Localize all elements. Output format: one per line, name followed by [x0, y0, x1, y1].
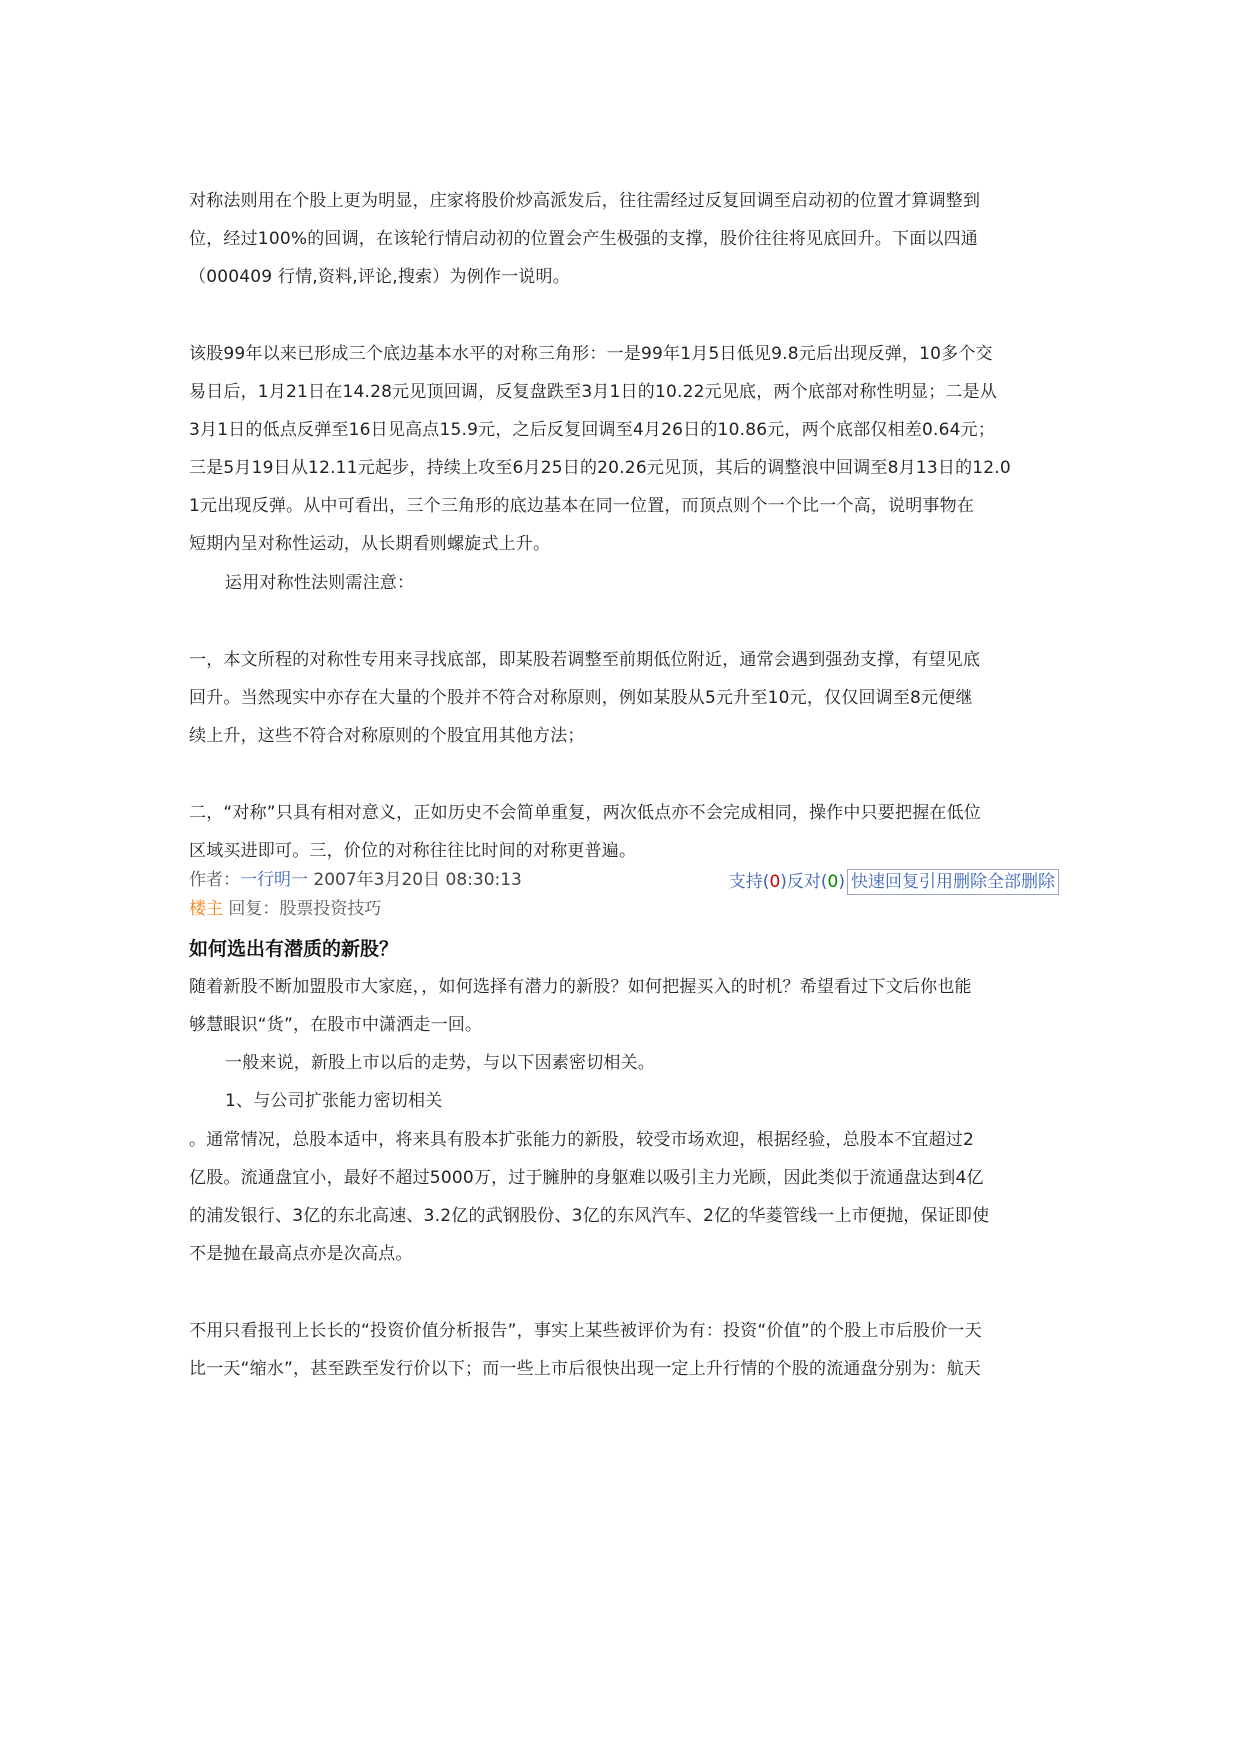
reply-actions-box — [847, 869, 1059, 895]
paragraph-line: 1元出现反弹。从中可看出，三个三角形的底边基本在同一位置，而顶点则个一个比一个高，说明事物在 — [189, 496, 975, 516]
post-meta — [189, 869, 1059, 891]
paragraph-line: 一，本文所程的对称性专用来寻找底部，即某股若调整至前期低位附近，通常会遇到强劲支撑，有望见底 — [189, 650, 981, 670]
quote-link[interactable]: 引用 — [919, 872, 953, 892]
paragraph-line: 不用只看报刊上长长的“投资价值分析报告”，事实上某些被评价为有：投资“价值”的个股上市后股价一天 — [189, 1321, 982, 1341]
reply-title: 回复：股票投资技巧 — [228, 899, 382, 919]
author-label: 作者： — [189, 870, 240, 890]
delete-link[interactable]: 删除 — [953, 872, 987, 892]
paragraph-line: 短期内呈对称性运动，从长期看则螺旋式上升。 — [189, 534, 551, 554]
reply-header — [189, 898, 1059, 920]
paragraph-line: 1、与公司扩张能力密切相关 — [225, 1091, 443, 1111]
paragraph-line: 回升。当然现实中亦存在大量的个股并不符合对称原则，例如某股从5元升至10元，仅仅回调至8元便继 — [189, 688, 973, 708]
oppose-count: 0 — [827, 872, 839, 892]
support-count: 0 — [769, 872, 781, 892]
paragraph-line: 位，经过100%的回调，在该轮行情启动初的位置会产生极强的支撑，股价往往将见底回升。下面以四通 — [189, 229, 978, 249]
paragraph-line: 续上升，这些不符合对称原则的个股宜用其他方法； — [189, 726, 585, 746]
paragraph-line: 3月1日的低点反弹至16日见高点15.9元，之后反复回调至4月26日的10.86元，两个底部仅相差0.64元； — [189, 420, 996, 440]
paragraph-line: 二，“对称”只具有相对意义，正如历史不会简单重复，两次低点亦不会完成相同，操作中只要把握在低位 — [189, 803, 982, 823]
paragraph-line: 随着新股不断加盟股市大家庭，，如何选择有潜力的新股？如何把握买入的时机？希望看过下文后你也能 — [189, 977, 972, 997]
paragraph-line: 不是抛在最高点亦是次高点。 — [189, 1244, 413, 1264]
paragraph-line: 一般来说，新股上市以后的走势，与以下因素密切相关。 — [225, 1053, 655, 1073]
paragraph-line: （000409 行情,资料,评论,搜索）为例作一说明。 — [189, 267, 570, 287]
quick-reply-link[interactable]: 快速回复 — [851, 872, 919, 892]
paragraph-line: 区域买进即可。三，价位的对称往往比时间的对称更普遍。 — [189, 841, 637, 861]
oppose-link[interactable]: )反对(0) — [780, 872, 845, 892]
paragraph-line: 该股99年以来已形成三个底边基本水平的对称三角形：一是99年1月5日低见9.8元后出现反弹，10多个交 — [189, 344, 993, 364]
paragraph-line: 三是5月19日从12.11元起步，持续上攻至6月25日的20.26元见顶，其后的调整浪中回调至8月13日的12.0 — [189, 458, 1011, 478]
paragraph-line: 。通常情况，总股本适中，将来具有股本扩张能力的新股，较受市场欢迎，根据经验，总股本不宜超过2 — [189, 1130, 975, 1150]
post-actions — [729, 869, 1059, 895]
post-time: 2007年3月20日 08:30:13 — [313, 870, 522, 890]
floor-label: 楼主 — [189, 899, 223, 919]
paragraph-line: 的浦发银行、3亿的东北高速、3.2亿的武钢股份、3亿的东风汽车、2亿的华菱管线一上市便抛，保证即使 — [189, 1206, 990, 1226]
delete-all-link[interactable]: 全部删除 — [987, 872, 1055, 892]
paragraph-line: 够慧眼识“货”，在股市中潇洒走一回。 — [189, 1015, 483, 1035]
paragraph-line: 比一天“缩水”，甚至跌至发行价以下；而一些上市后很快出现一定上升行情的个股的流通盘分别为：航天 — [189, 1359, 982, 1379]
support-link[interactable]: 支持(0 — [728, 872, 781, 892]
author-link[interactable]: 一行明一 — [240, 870, 308, 890]
article-title: 如何选出有潜质的新股？ — [189, 938, 399, 960]
paragraph-line: 运用对称性法则需注意： — [225, 573, 415, 593]
paragraph-line: 对称法则用在个股上更为明显，庄家将股价炒高派发后，往往需经过反复回调至启动初的位置才算调整到 — [189, 191, 981, 211]
paragraph-line: 亿股。流通盘宜小，最好不超过5000万，过于臃肿的身躯难以吸引主力光顾，因此类似于流通盘达到4亿 — [189, 1168, 984, 1188]
paragraph-line: 易日后，1月21日在14.28元见顶回调，反复盘跌至3月1日的10.22元见底，两个底部对称性明显；二是从 — [189, 382, 998, 402]
